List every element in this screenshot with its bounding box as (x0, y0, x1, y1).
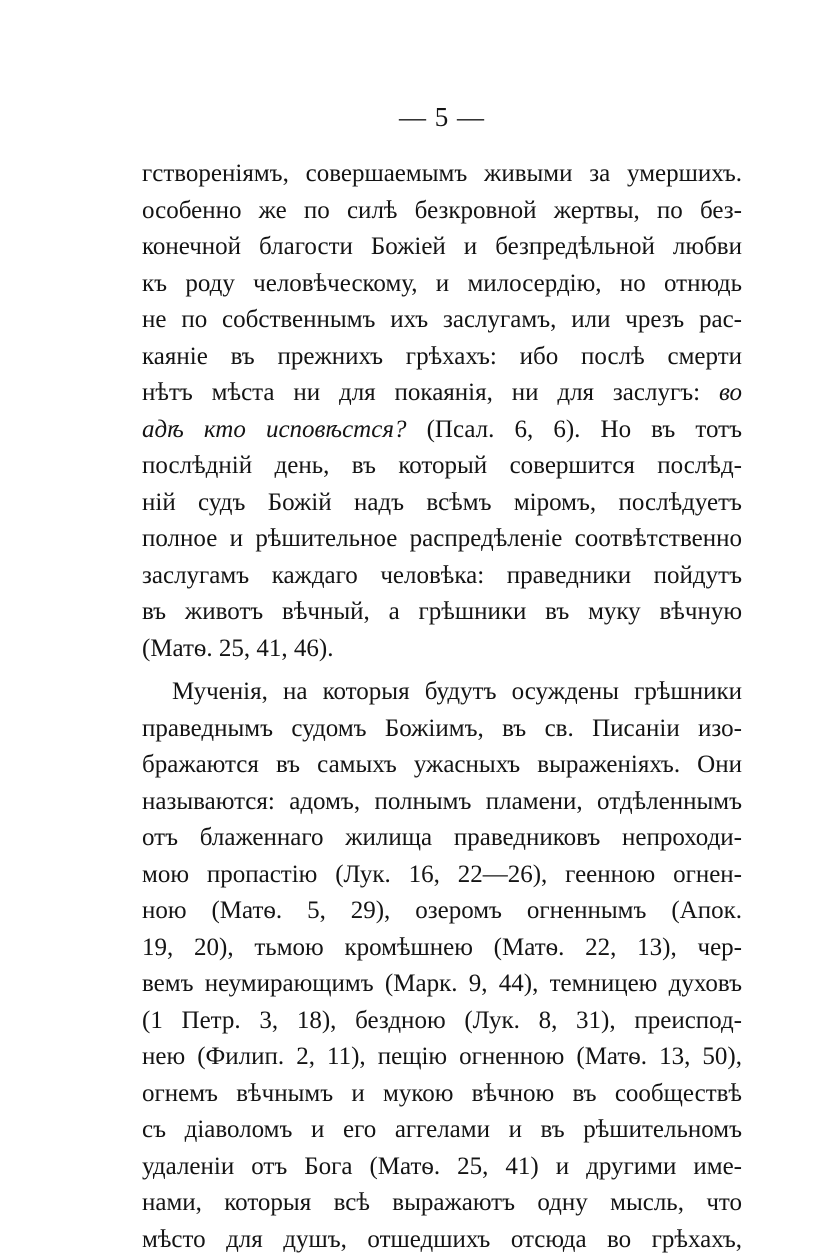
text-line: ній судъ Божій надъ всѣмъ міромъ, послѣдуетъ (142, 485, 742, 522)
text-line-with-quote (142, 412, 742, 449)
page-number: — 5 — (0, 99, 840, 135)
text-segment: нѣтъ мѣста ни для покаянія, ни для заслугъ: (142, 379, 700, 406)
text-line: нами, которыя всѣ выражаютъ одну мысль, что (142, 1185, 742, 1222)
italic-quote: адѣ кто исповѣстся? (142, 416, 406, 443)
text-line: удаленіи отъ Бога (Матѳ. 25, 41) и другими име- (142, 1149, 742, 1186)
text-line: Мученія, на которыя будутъ осуждены грѣшники (142, 674, 742, 711)
text-line: съ діаволомъ и его аггелами и въ рѣшительномъ (142, 1112, 742, 1149)
text-line: заслугамъ каждаго человѣка: праведники пойдутъ (142, 558, 742, 595)
text-line: отъ блаженнаго жилища праведниковъ непроходи- (142, 820, 742, 857)
text-line: праведнымъ судомъ Божіимъ, въ св. Писаніи изо- (142, 711, 742, 748)
text-line: (Матѳ. 25, 41, 46). (142, 631, 742, 668)
text-line: мою пропастію (Лук. 16, 22—26), геенною огнен- (142, 857, 742, 894)
text-line: къ роду человѣческому, и милосердію, но отнюдь (142, 266, 742, 303)
text-segment: (Псал. 6, 6). Но въ тотъ (427, 416, 742, 443)
text-line: не по собственнымъ ихъ заслугамъ, или чрезъ рас- (142, 302, 742, 339)
text-line: (1 Петр. 3, 18), безднoю (Лук. 8, 31), преиспод- (142, 1003, 742, 1040)
text-line: ною (Матѳ. 5, 29), озеромъ огненнымъ (Апок. (142, 893, 742, 930)
text-line: послѣдній день, въ который совершится послѣд- (142, 448, 742, 485)
text-line-with-italic (142, 375, 742, 412)
text-line: особенно же по силѣ безкровной жертвы, по без- (142, 193, 742, 230)
body-text (142, 156, 742, 1258)
paragraph-gap (142, 667, 742, 674)
text-line: 19, 20), тьмою кромѣшнею (Матѳ. 22, 13), чер- (142, 930, 742, 967)
text-line: гствореніямъ, совершаемымъ живыми за умершихъ. (142, 156, 742, 193)
text-line: конечной благости Божіей и безпредѣльной любви (142, 229, 742, 266)
text-line: мѣсто для душъ, отшедшихъ отсюда во грѣхахъ, (142, 1222, 742, 1258)
text-line: вемъ неумирающимъ (Марк. 9, 44), темницею духовъ (142, 966, 742, 1003)
italic-word: во (719, 379, 742, 406)
paragraph-1 (142, 156, 742, 667)
text-line: каяніе въ прежнихъ грѣхахъ: ибо послѣ смерти (142, 339, 742, 376)
paragraph-2 (142, 674, 742, 1258)
text-line: огнемъ вѣчнымъ и мукою вѣчною въ сообществѣ (142, 1076, 742, 1113)
text-line: полное и рѣшительное распредѣленіе соотвѣтственно (142, 521, 742, 558)
text-line: называются: адомъ, полнымъ пламени, отдѣленнымъ (142, 784, 742, 821)
text-line: нею (Филип. 2, 11), пещію огненною (Матѳ. 13, 50), (142, 1039, 742, 1076)
text-line: въ животъ вѣчный, а грѣшники въ муку вѣчную (142, 594, 742, 631)
text-line: бражаются въ самыхъ ужасныхъ выраженіяхъ. Они (142, 747, 742, 784)
